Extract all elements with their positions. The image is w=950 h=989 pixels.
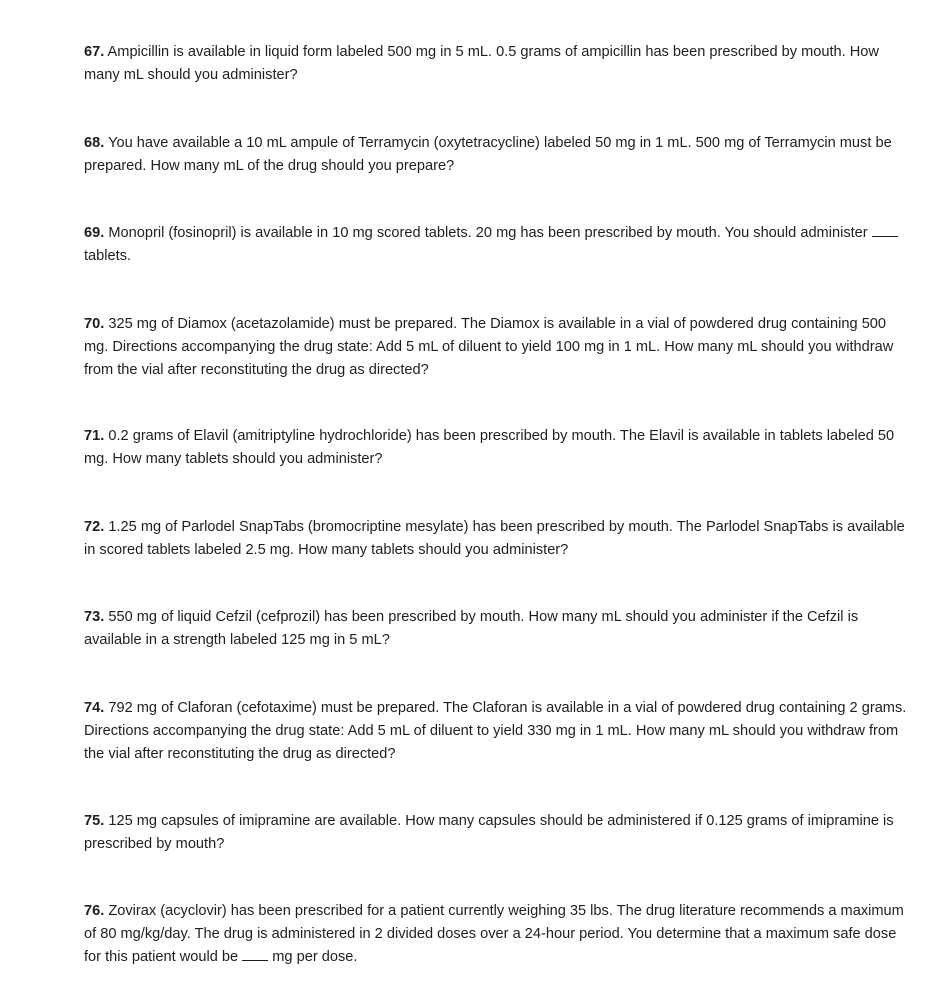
question-text: Ampicillin is available in liquid form labeled 500 mg in 5 mL. 0.5 grams of ampicillin has been prescribed by mouth. How many mL should you administer? (84, 44, 879, 83)
question-number: 68. (84, 135, 105, 151)
question-text: Monopril (fosinopril) is available in 10 mg scored tablets. 20 mg has been prescribed by mouth. You should administer (108, 225, 868, 241)
question-68 (84, 132, 914, 178)
question-text: You have available a 10 mL ampule of Terramycin (oxytetracycline) labeled 50 mg in 1 mL. 500 mg of Terramycin must be prepared. How many mL of the drug should you prepare? (84, 135, 892, 174)
question-67 (84, 41, 914, 87)
question-number: 67. (84, 44, 105, 60)
question-text: 325 mg of Diamox (acetazolamide) must be prepared. The Diamox is available in a vial of powdered drug containing 500 mg. Directions accompanying the drug state: Add 5 mL of diluent to yield 100 mg in 1 mL. How many mL should you withdraw from the vial after reconstituting the drug as directed? (84, 316, 894, 378)
question-text-end: mg per dose. (272, 948, 358, 965)
question-71 (84, 425, 914, 471)
question-number: 70. (84, 316, 105, 332)
question-69 (84, 222, 914, 268)
question-text: 1.25 mg of Parlodel SnapTabs (bromocriptine mesylate) has been prescribed by mouth. The Parlodel SnapTabs is available in scored tablets labeled 2.5 mg. How many tablets should you administer? (84, 519, 905, 558)
question-number: 75. (84, 813, 105, 829)
question-74 (84, 697, 914, 765)
question-number: 76. (84, 903, 105, 919)
question-text-end: tablets. (84, 247, 132, 264)
question-number: 74. (84, 700, 105, 716)
question-text: 550 mg of liquid Cefzil (cefprozil) has been prescribed by mouth. How many mL should you administer if the Cefzil is available in a strength labeled 125 mg in 5 mL? (84, 609, 859, 648)
question-72 (84, 516, 914, 562)
question-text: 125 mg capsules of imipramine are available. How many capsules should be administered if 0.125 grams of imipramine is prescribed by mouth? (84, 813, 894, 852)
question-75 (84, 810, 914, 856)
question-number: 69. (84, 225, 105, 241)
question-73 (84, 606, 914, 652)
answer-blank (242, 946, 268, 961)
question-76 (84, 900, 914, 968)
question-number: 72. (84, 519, 105, 535)
answer-blank (872, 222, 898, 237)
question-text: 792 mg of Claforan (cefotaxime) must be prepared. The Claforan is available in a vial of powdered drug containing 2 grams. Directions accompanying the drug state: Add 5 mL of diluent to yield 330 mg in 1 mL. How many mL should you withdraw from the vial after reconstituting the drug as directed? (84, 700, 907, 762)
question-number: 73. (84, 609, 105, 625)
question-number: 71. (84, 428, 105, 444)
question-text: Zovirax (acyclovir) has been prescribed for a patient currently weighing 35 lbs. The drug literature recommends a maximum of 80 mg/kg/day. The drug is administered in 2 divided doses over a 24-hour period. You determine that a maximum safe dose for this patient would be (84, 903, 904, 965)
question-70 (84, 313, 914, 381)
question-text: 0.2 grams of Elavil (amitriptyline hydrochloride) has been prescribed by mouth. The Elavil is available in tablets labeled 50 mg. How many tablets should you administer? (84, 428, 895, 467)
